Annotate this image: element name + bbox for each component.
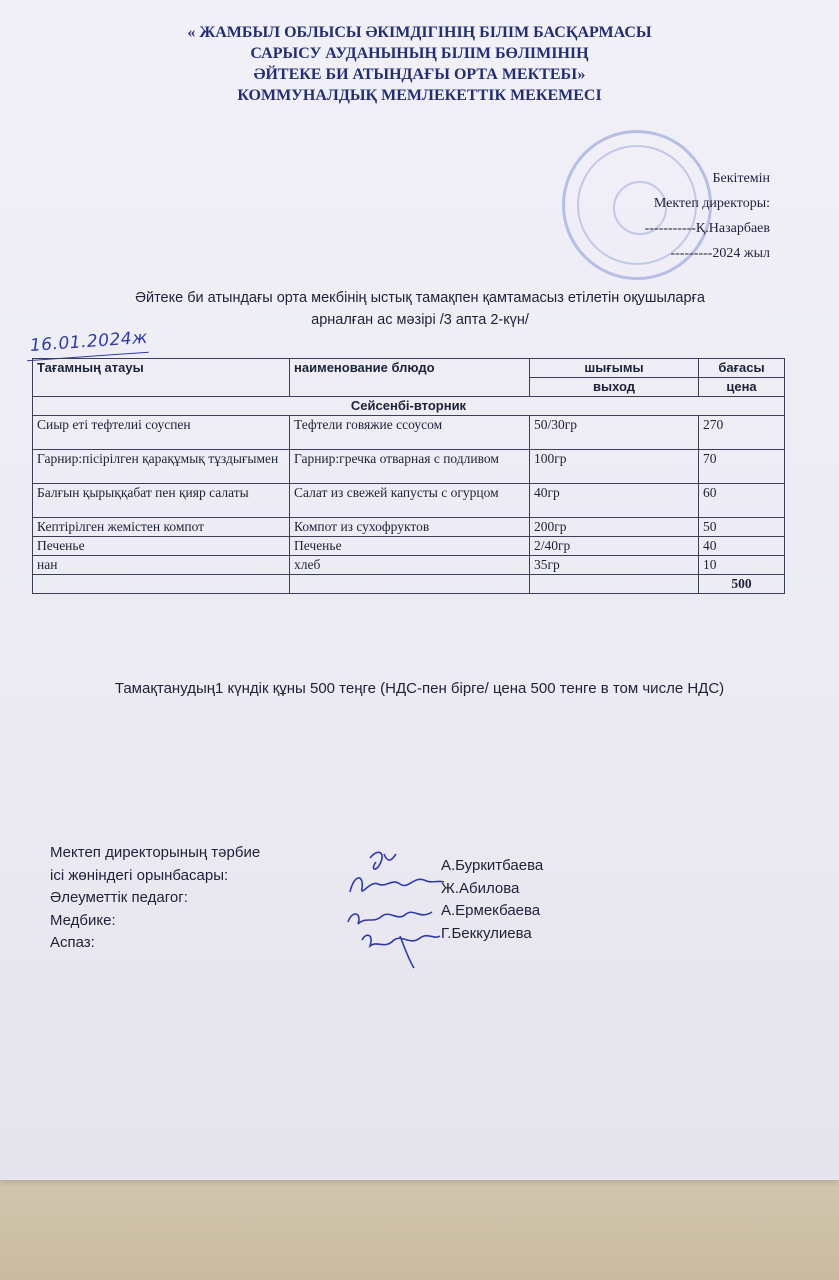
dish-name-ru: Салат из свежей капусты с огурцом: [290, 484, 530, 518]
header-name-kz: Тағамның атауы: [33, 359, 290, 397]
name-social-pedagog: Ж.Абилова: [441, 879, 520, 897]
signatory-roles: [50, 842, 260, 955]
header-name-ru: наименование блюдо: [290, 359, 530, 397]
approval-line-3: -----------Қ.Назарбаев: [644, 221, 770, 236]
dish-yield: 40гр: [530, 484, 699, 518]
dish-name-kz: Сиыр еті тефтелиі соуспен: [33, 416, 290, 450]
approval-block: [600, 166, 770, 266]
table-row: [33, 537, 785, 556]
role-deputy-line-1: Мектеп директорының тәрбие: [50, 844, 261, 861]
role-deputy-line-2: ісі жөніндегі орынбасары:: [50, 866, 229, 884]
table-row: [33, 484, 785, 518]
institution-header: [0, 22, 839, 106]
dish-name-ru: хлеб: [290, 556, 530, 575]
header-line-3: ӘЙТЕКЕ БИ АТЫНДАҒЫ ОРТА МЕКТЕБІ»: [253, 66, 586, 83]
dish-name-kz: Балғын қырыққабат пен қияр салаты: [33, 484, 290, 518]
total-empty-3: [530, 575, 699, 594]
dish-price: 40: [699, 537, 785, 556]
dish-name-ru: Тефтели говяжие ссоусом: [290, 416, 530, 450]
header-yield-ru: выход: [530, 378, 699, 397]
day-row: [33, 397, 785, 416]
total-empty-2: [290, 575, 530, 594]
header-yield-kz: шығымы: [530, 359, 699, 378]
role-cook: Аспаз:: [50, 934, 95, 951]
dish-price: 60: [699, 484, 785, 518]
table-row: [33, 518, 785, 537]
menu-title: [40, 287, 800, 331]
dish-name-kz: Кептірілген жемістен компот: [33, 518, 290, 537]
dish-yield: 35гр: [530, 556, 699, 575]
header-price-kz: бағасы: [699, 359, 785, 378]
dish-yield: 50/30гр: [530, 416, 699, 450]
menu-title-line-1: Әйтеке би атындағы орта мекбінің ыстық тамақпен қамтамасыз етілетін оқушыларға: [135, 290, 705, 306]
dish-price: 50: [699, 518, 785, 537]
dish-name-kz: нан: [33, 556, 290, 575]
name-cook: Г.Беккулиева: [441, 924, 532, 942]
total-empty-1: [33, 575, 290, 594]
dish-name-kz: Печенье: [33, 537, 290, 556]
dish-name-kz: Гарнир:пісірілген қарақұмық тұздығымен: [33, 450, 290, 484]
menu-title-line-2: арналған ас мәзірі /3 апта 2-күн/: [311, 312, 529, 328]
header-line-2: САРЫСУ АУДАНЫНЫҢ БІЛІМ БӨЛІМІНІҢ: [250, 45, 589, 62]
header-price-ru: цена: [699, 378, 785, 397]
day-label: Сейсенбі-вторник: [33, 397, 785, 416]
dish-price: 10: [699, 556, 785, 575]
role-social-pedagog: Әлеуметтік педагог:: [50, 889, 188, 906]
header-line-1: « ЖАМБЫЛ ОБЛЫСЫ ӘКІМДІГІНІҢ БІЛІМ БАСҚАРМАСЫ: [187, 24, 652, 41]
approval-line-2: Мектеп директоры:: [653, 196, 770, 211]
dish-price: 270: [699, 416, 785, 450]
header-line-4: КОММУНАЛДЫҚ МЕМЛЕКЕТТІК МЕКЕМЕСІ: [237, 87, 602, 104]
menu-table: [32, 358, 785, 594]
dish-name-ru: Гарнир:гречка отварная с подливом: [290, 450, 530, 484]
signatory-names: [441, 855, 543, 945]
dish-name-ru: Компот из сухофруктов: [290, 518, 530, 537]
table-row: [33, 556, 785, 575]
total-row: [33, 575, 785, 594]
handwritten-signatures-icon: [340, 840, 450, 970]
total-price: 500: [699, 575, 785, 594]
table-row: [33, 450, 785, 484]
approval-line-4: ---------2024 жыл: [670, 246, 770, 261]
table-header-row: [33, 359, 785, 378]
dish-price: 70: [699, 450, 785, 484]
role-nurse: Медбике:: [50, 911, 116, 929]
dish-yield: 200гр: [530, 518, 699, 537]
table-row: [33, 416, 785, 450]
approval-line-1: Бекітемін: [712, 171, 770, 186]
dish-name-ru: Печенье: [290, 537, 530, 556]
name-deputy: А.Буркитбаева: [441, 857, 544, 874]
name-nurse: А.Ермекбаева: [441, 902, 541, 919]
daily-cost-note: Тамақтанудың1 күндік құны 500 теңге (НДС-пен бірге/ цена 500 тенге в том числе НДС): [114, 680, 725, 697]
dish-yield: 2/40гр: [530, 537, 699, 556]
handwritten-date: 16.01.2024ж: [29, 327, 149, 356]
dish-yield: 100гр: [530, 450, 699, 484]
